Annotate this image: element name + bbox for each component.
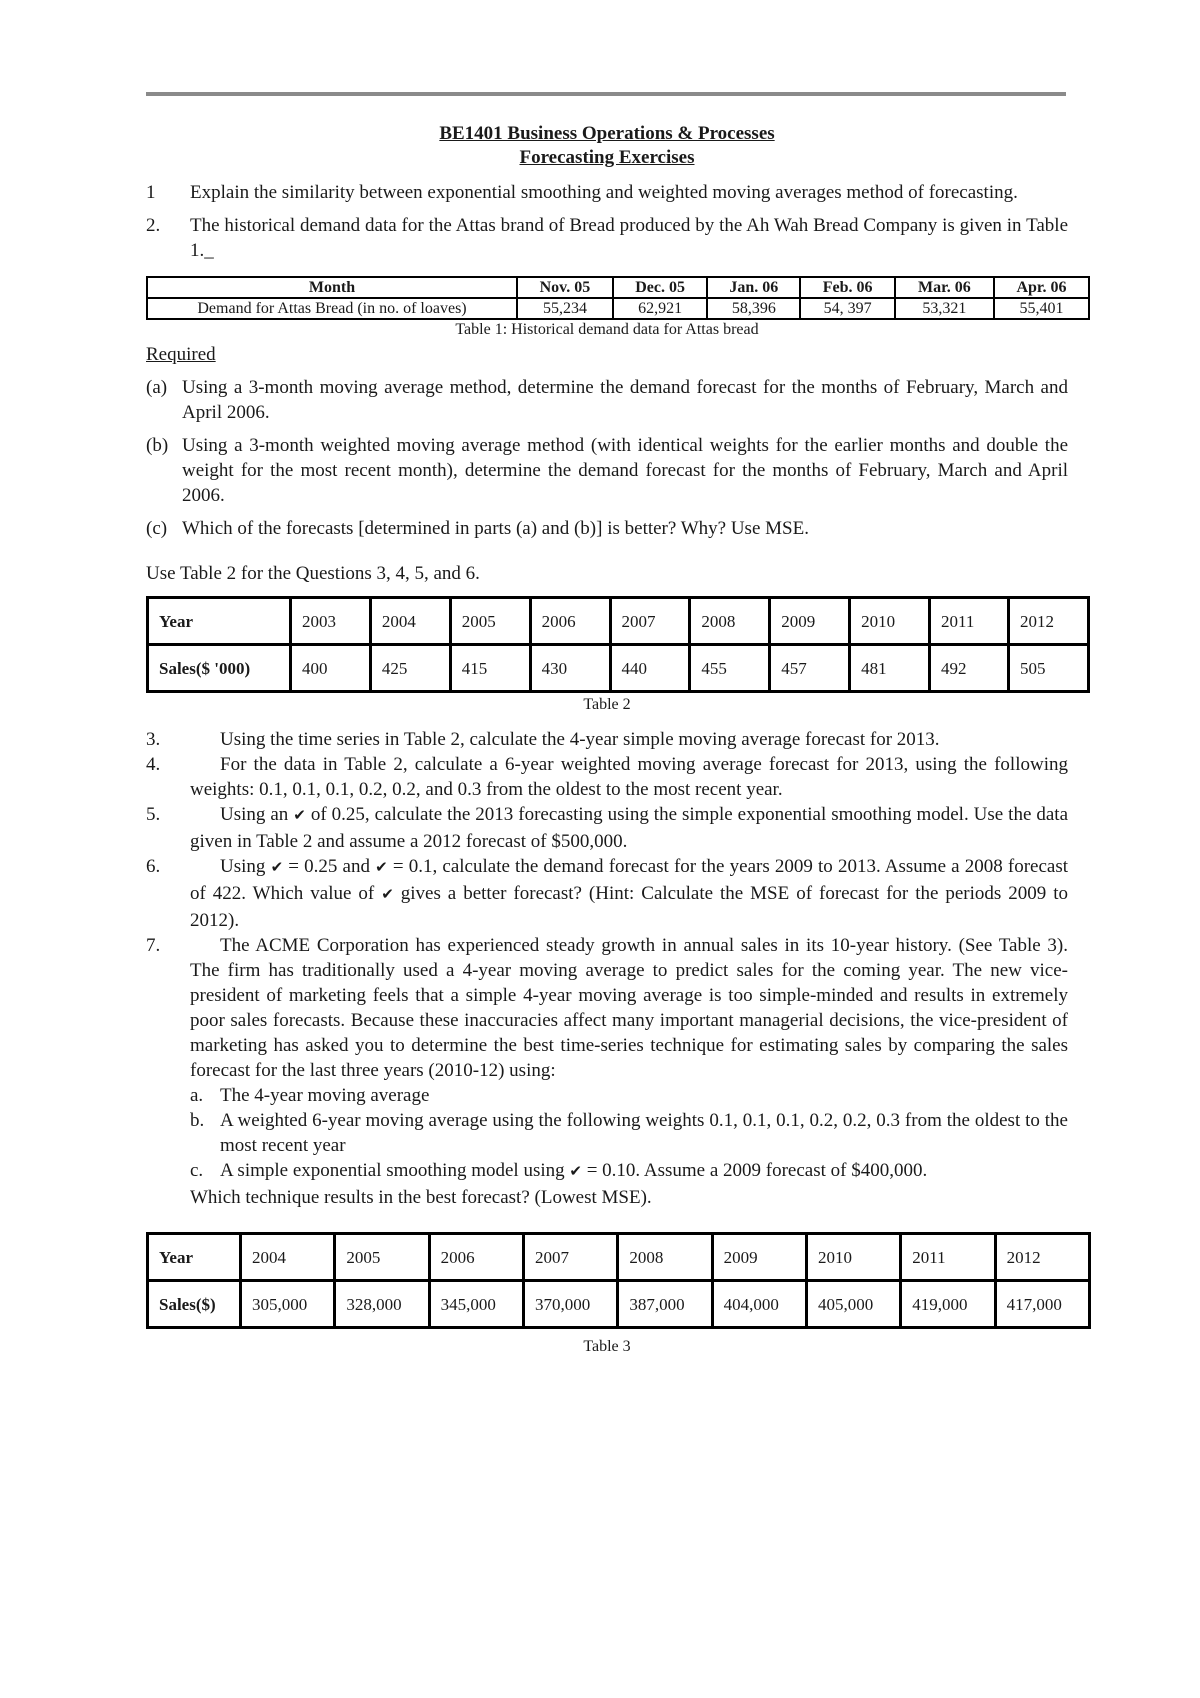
table-cell: 2005 — [335, 1234, 429, 1281]
question-2 — [146, 213, 1068, 263]
table-cell: 440 — [610, 645, 690, 692]
table-cell: 417,000 — [995, 1281, 1089, 1328]
option-b — [146, 1108, 1068, 1158]
table-cell: 2004 — [241, 1234, 335, 1281]
question-list — [146, 727, 1068, 1210]
question-7-final: Which technique results in the best forecast? (Lowest MSE). — [190, 1187, 652, 1208]
question-7 — [146, 933, 1068, 1083]
table-cell: 2005 — [450, 598, 530, 645]
question-number: 1 — [146, 182, 156, 203]
table-cell: 505 — [1009, 645, 1089, 692]
table-header-cell: Sales($) — [148, 1281, 241, 1328]
part-b — [146, 433, 1068, 508]
document-page — [146, 122, 1068, 1357]
table-cell: 55,401 — [994, 298, 1089, 319]
table-cell: 2010 — [850, 598, 930, 645]
table-cell: 2006 — [530, 598, 610, 645]
question-number: 5. — [146, 804, 161, 825]
question-3 — [146, 727, 1068, 752]
table-cell: 430 — [530, 645, 610, 692]
table-2-caption: Table 2 — [583, 696, 631, 713]
table-cell: 62,921 — [613, 298, 707, 319]
table-cell: 58,396 — [707, 298, 800, 319]
document-title: BE1401 Business Operations & Processes — [439, 123, 775, 144]
use-table-2-note: Use Table 2 for the Questions 3, 4, 5, and 6. — [146, 563, 480, 584]
part-text: Which of the forecasts [determined in parts (a) and (b)] is better? Why? Use MSE. — [182, 518, 809, 539]
table-header-row — [148, 598, 1089, 645]
alpha-symbol-icon: ✔ — [381, 887, 394, 903]
table-cell: 492 — [930, 645, 1009, 692]
top-rule — [146, 92, 1066, 96]
table-header-cell: Month — [147, 277, 517, 298]
table-header-cell: Nov. 05 — [517, 277, 613, 298]
question-4 — [146, 752, 1068, 802]
table-row — [148, 1281, 1090, 1328]
question-text: The historical demand data for the Attas brand of Bread produced by the Ah Wah Bread Company is given in Table 1._ — [190, 215, 1068, 261]
option-body — [220, 1158, 1068, 1185]
option-text: A weighted 6-year moving average using the following weights 0.1, 0.1, 0.1, 0.2, 0.2, 0.3 from the oldest to the most recent year — [220, 1110, 1068, 1156]
table-3-caption: Table 3 — [583, 1338, 631, 1355]
table-cell: 305,000 — [241, 1281, 335, 1328]
table-cell: 54, 397 — [800, 298, 894, 319]
table-header-row — [147, 277, 1089, 298]
question-number: 6. — [146, 856, 161, 877]
table-cell: 415 — [450, 645, 530, 692]
question-text: = 0.25 and — [288, 856, 370, 877]
table-cell: 2012 — [995, 1234, 1089, 1281]
table-cell: 425 — [370, 645, 450, 692]
table-cell: 2006 — [429, 1234, 523, 1281]
table-cell: 2009 — [712, 1234, 806, 1281]
table-cell: 405,000 — [806, 1281, 900, 1328]
table-cell: 2009 — [770, 598, 850, 645]
table-cell: 2007 — [523, 1234, 617, 1281]
question-number: 2. — [146, 215, 161, 236]
required-heading: Required — [146, 344, 216, 365]
option-label: a. — [190, 1085, 204, 1106]
question-number: 4. — [146, 754, 161, 775]
question-text: Using the time series in Table 2, calculate the 4-year simple moving average forecast for 2013. — [220, 729, 940, 750]
question-number: 7. — [146, 935, 161, 956]
table-cell: 457 — [770, 645, 850, 692]
question-text: = 0.1, calculate the demand forecast for the years 2009 to 2013. Assume a 2008 forecast of 422. Which value of — [190, 856, 1069, 904]
question-body — [190, 752, 1068, 802]
table-header-cell: Year — [148, 1234, 241, 1281]
alpha-symbol-icon: ✔ — [375, 860, 388, 876]
question-6 — [146, 854, 1068, 933]
table-1-caption: Table 1: Historical demand data for Attas bread — [455, 321, 759, 338]
table-cell: 53,321 — [895, 298, 994, 319]
table-cell: 370,000 — [523, 1281, 617, 1328]
question-5 — [146, 802, 1068, 854]
table-cell: 328,000 — [335, 1281, 429, 1328]
question-text: Using an — [220, 804, 289, 825]
table-1 — [146, 276, 1090, 320]
question-1 — [146, 180, 1068, 205]
alpha-symbol-icon: ✔ — [569, 1164, 582, 1180]
part-label: (c) — [146, 518, 168, 539]
question-text: Using — [220, 856, 266, 877]
question-number: 3. — [146, 729, 161, 750]
table-row — [147, 298, 1089, 319]
table-cell: 2010 — [806, 1234, 900, 1281]
table-header-cell: Apr. 06 — [994, 277, 1089, 298]
table-header-cell: Dec. 05 — [613, 277, 707, 298]
table-cell: 2008 — [618, 1234, 712, 1281]
alpha-symbol-icon: ✔ — [293, 808, 306, 824]
option-text: = 0.10. Assume a 2009 forecast of $400,000. — [586, 1160, 928, 1181]
table-cell: 481 — [850, 645, 930, 692]
table-cell: 2008 — [690, 598, 770, 645]
part-label: (b) — [146, 435, 169, 456]
table-header-row — [148, 1234, 1090, 1281]
part-a — [146, 375, 1068, 425]
table-cell: Demand for Attas Bread (in no. of loaves) — [147, 298, 517, 319]
table-cell: 387,000 — [618, 1281, 712, 1328]
part-label: (a) — [146, 377, 168, 398]
table-cell: 2011 — [930, 598, 1009, 645]
question-body — [190, 802, 1068, 854]
document-subtitle: Forecasting Exercises — [519, 147, 695, 168]
table-header-cell: Sales($ '000) — [148, 645, 291, 692]
table-header-cell: Mar. 06 — [895, 277, 994, 298]
question-body — [190, 854, 1068, 933]
question-body — [190, 727, 1068, 752]
table-cell: 2011 — [901, 1234, 995, 1281]
part-c — [146, 516, 1068, 541]
question-text: of 0.25, calculate the 2013 forecasting using the simple exponential smoothing model. Use the data given in Table 2 and assume a 2012 forecast of $500,000. — [190, 804, 1069, 852]
table-header-cell: Year — [148, 598, 291, 645]
table-cell: 400 — [291, 645, 371, 692]
table-2 — [146, 596, 1090, 693]
option-c — [146, 1158, 1068, 1185]
table-header-cell: Feb. 06 — [800, 277, 894, 298]
alpha-symbol-icon: ✔ — [270, 860, 284, 876]
table-cell: 55,234 — [517, 298, 613, 319]
question-text: The ACME Corporation has experienced steady growth in annual sales in its 10-year history. (See Table 3). The firm has traditionally used a 4-year moving average to predict sales for the coming year. The new vice-president of marketing feels that a simple 4-year moving average is too simple-minded and results in extremely poor sales forecasts. Because these inaccuracies affect many important managerial decisions, the vice-president of marketing has asked you to determine the best time-series technique for estimating sales by comparing the sales forecast for the last three years (2010-12) using: — [190, 935, 1068, 1081]
part-text: Using a 3-month weighted moving average method (with identical weights for the earlier months and double the weight for the most recent month), determine the demand forecast for the months of February, March and April 2006. — [182, 435, 1068, 506]
table-cell: 345,000 — [429, 1281, 523, 1328]
option-label: b. — [190, 1110, 205, 1131]
table-cell: 2004 — [370, 598, 450, 645]
table-cell: 2007 — [610, 598, 690, 645]
question-body — [190, 933, 1068, 1083]
table-cell: 2012 — [1009, 598, 1089, 645]
table-row — [148, 645, 1089, 692]
option-text: A simple exponential smoothing model using — [220, 1160, 565, 1181]
question-text: gives a better forecast? (Hint: Calculate the MSE of forecast for the periods 2009 to 2012). — [190, 883, 1069, 931]
question-text: For the data in Table 2, calculate a 6-year weighted moving average forecast for 2013, using the following weights: 0.1, 0.1, 0.1, 0.2, 0.2, and 0.3 from the oldest to the most recent year. — [190, 754, 1068, 800]
option-label: c. — [190, 1160, 204, 1181]
part-text: Using a 3-month moving average method, determine the demand forecast for the months of February, March and April 2006. — [182, 377, 1068, 423]
table-cell: 404,000 — [712, 1281, 806, 1328]
table-cell: 455 — [690, 645, 770, 692]
table-3 — [146, 1232, 1091, 1329]
table-header-cell: Jan. 06 — [707, 277, 800, 298]
question-text: Explain the similarity between exponential smoothing and weighted moving averages method of forecasting. — [190, 182, 1018, 203]
table-cell: 2003 — [291, 598, 371, 645]
option-text: The 4-year moving average — [220, 1085, 430, 1106]
option-a — [146, 1083, 1068, 1108]
table-cell: 419,000 — [901, 1281, 995, 1328]
